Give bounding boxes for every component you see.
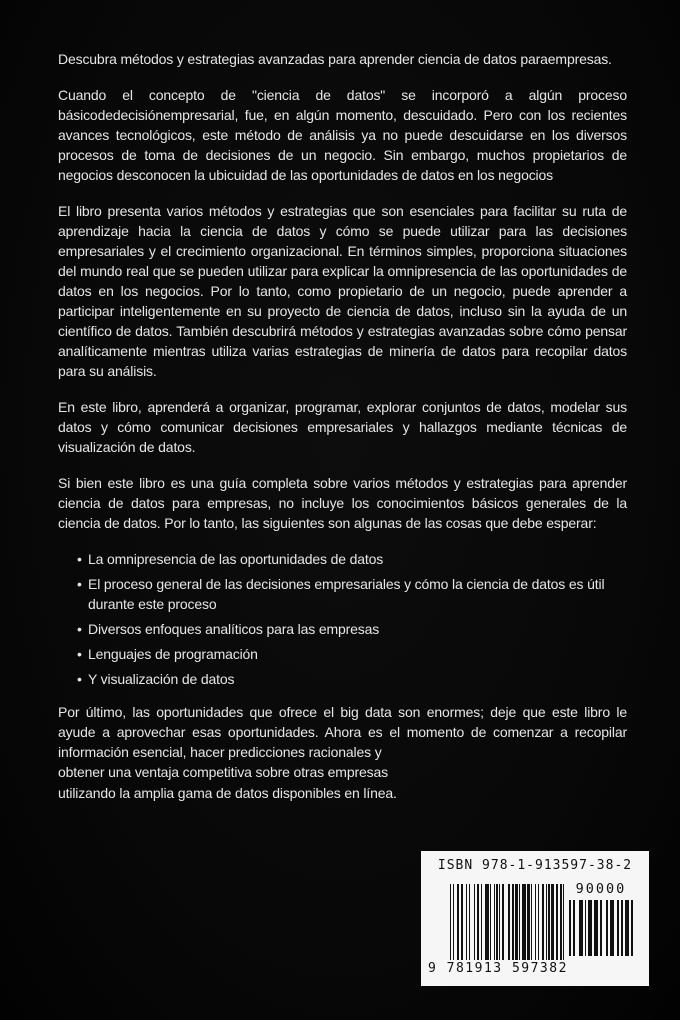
bullet-item: • Lenguajes de programación — [58, 644, 627, 664]
bullet-item: • El proceso general de las decisiones empresariales y cómo la ciencia de datos es útil durante este proceso — [58, 574, 627, 614]
paragraph: Si bien este libro es una guía completa sobre varios métodos y estrategias para aprender ciencia de datos para empresas, no incluye los conocimientos básicos generales de la ciencia de datos. Por lo tanto, las siguientes son algunas de las cosas que debe esperar: — [58, 475, 627, 531]
paragraph: Descubra métodos y estrategias avanzadas para aprender ciencia de datos paraempresas. — [58, 51, 612, 67]
isbn-text: ISBN 978-1-913597-38-2 — [437, 858, 633, 873]
paragraph: Cuando el concepto de "ciencia de datos" se incorporó a algún proceso básicodedecisiónempresarial, fue, en algún momento, descuidado. Pero con los recientes avances tecnológicos, este método de análisis ya no puede descuidarse en los diversos procesos de toma de decisiones de un negocio. Sin embargo, muchos propietarios de negocios desconocen la ubicuidad de las oportunidades de datos en los negocios — [58, 87, 627, 183]
paragraph: El libro presenta varios métodos y estrategias que son esenciales para facilitar su ruta de aprendizaje hacia la ciencia de datos y cómo se puede utilizar para las decisiones empresariales y el crecimiento organizacional. En términos simples, proporciona situaciones del mundo real que se pueden utilizar para explicar la omnipresencia de las oportunidades de datos en los negocios. Por lo tanto, como propietario de un negocio, puede aprender a participar inteligentemente en su proyecto de ciencia de datos, incluso sin la ayuda de un científico de datos. También descubrirá métodos y estrategias avanzadas sobre cómo pensar analíticamente mientras utiliza varias estrategias de minería de datos para recopilar datos para su análisis. — [58, 203, 627, 379]
bullet-item: • Diversos enfoques analíticos para las empresas — [58, 619, 627, 639]
feature-bullet-list — [58, 549, 627, 689]
addon-barcode-icon — [569, 900, 633, 956]
bullet-item: • La omnipresencia de las oportunidades de datos — [58, 549, 627, 569]
description-paragraphs — [58, 49, 627, 533]
bullet-item: • Y visualización de datos — [58, 669, 627, 689]
barcode-panel — [421, 851, 649, 986]
closing-paragraph-full-width: Por último, las oportunidades que ofrece el big data son enormes; deje que este libro le ayude a aprovechar esas oportunidades. Ahora es el momento de comenzar a recopilar información esencial, hacer predicciones racionales y — [58, 704, 627, 760]
closing-paragraph-beside-barcode: obtener una ventaja competitiva sobre otras empresas utilizando la amplia gama de datos disponibles en línea. — [58, 764, 397, 801]
barcode-addon-code: 90000 — [575, 881, 627, 897]
ean-digits: 9 781913 597382 — [428, 961, 568, 976]
paragraph: En este libro, aprenderá a organizar, programar, explorar conjuntos de datos, modelar sus datos y cómo comunicar decisiones empresariales y hallazgos mediante técnicas de visualización de datos. — [58, 399, 627, 455]
ean13-barcode-icon — [450, 884, 564, 960]
